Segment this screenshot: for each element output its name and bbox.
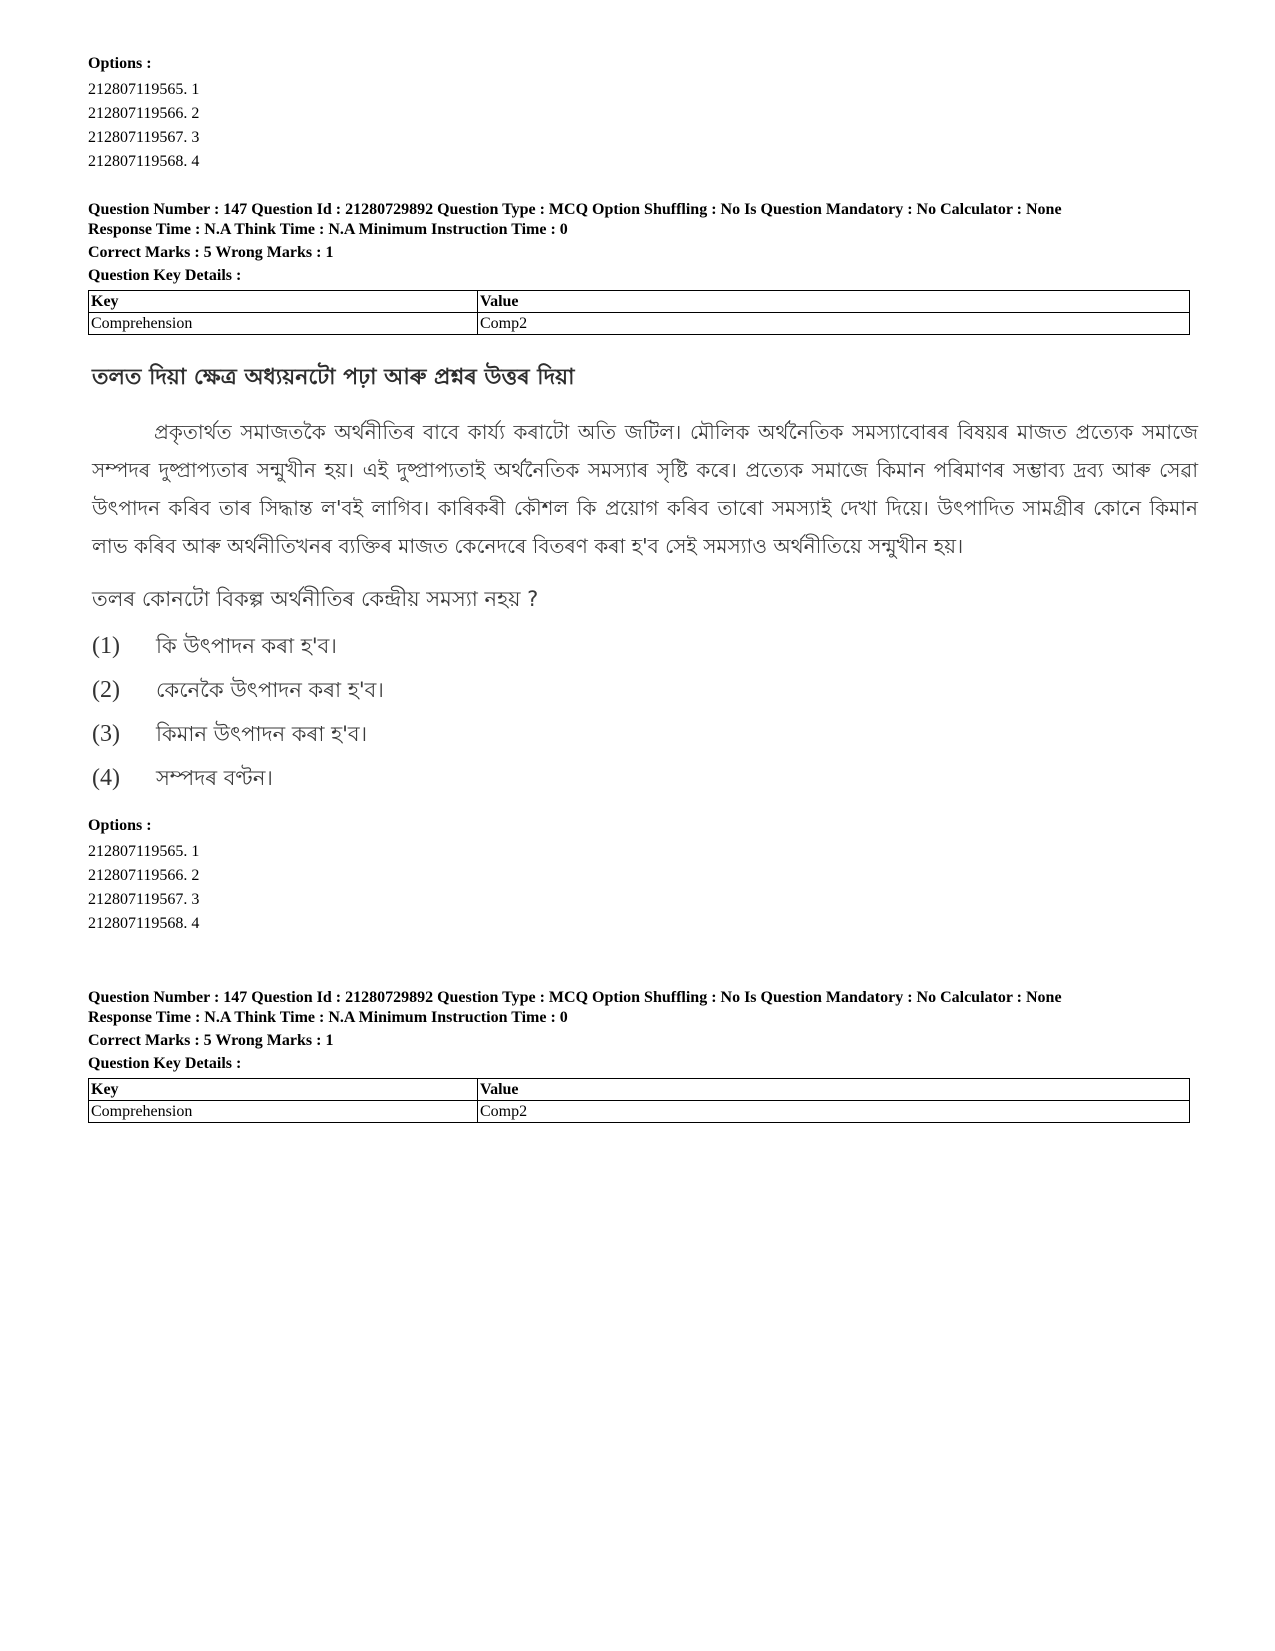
question-meta: Question Number : 147 Question Id : 21280729892 Question Type : MCQ Option Shuffling : No Is Question Mandatory : No Calculator : None (88, 989, 1062, 1006)
col-key: Key (89, 1079, 478, 1101)
answer-option-text: সম্পদৰ বণ্টন। (156, 766, 273, 790)
passage-question: তলৰ কোনটো বিকল্প অৰ্থনীতিৰ কেন্দ্ৰীয় সমস্যা নহয় ? (92, 587, 539, 611)
answer-option-number: (2) (92, 677, 120, 703)
col-key: Key (89, 291, 478, 313)
mid-options (88, 816, 1188, 936)
question-marks: Correct Marks : 5 Wrong Marks : 1 (88, 1032, 334, 1049)
question-header (88, 200, 1188, 335)
option-item: 212807119567. 3 (88, 129, 200, 146)
question-timing: Response Time : N.A Think Time : N.A Minimum Instruction Time : 0 (88, 1009, 568, 1026)
key-details-table (88, 290, 1190, 335)
table-header-row (89, 1079, 1190, 1101)
options-label: Options : (88, 55, 152, 72)
question-timing: Response Time : N.A Think Time : N.A Minimum Instruction Time : 0 (88, 221, 568, 238)
option-item: 212807119568. 4 (88, 915, 200, 932)
cell-key: Comprehension (89, 1101, 478, 1123)
key-details-table (88, 1078, 1190, 1123)
option-item: 212807119566. 2 (88, 105, 200, 122)
answer-option (92, 712, 1198, 756)
col-value: Value (478, 291, 1190, 313)
table-header-row (89, 291, 1190, 313)
cell-key: Comprehension (89, 313, 478, 335)
option-item: 212807119566. 2 (88, 867, 200, 884)
option-item: 212807119565. 1 (88, 843, 200, 860)
options-label: Options : (88, 817, 152, 834)
cell-value: Comp2 (478, 1101, 1190, 1123)
answer-option (92, 624, 1198, 668)
passage-body: প্ৰকৃতাৰ্থত সমাজতকৈ অৰ্থনীতিৰ বাবে কাৰ্য্য কৰাটো অতি জটিল। মৌলিক অৰ্থনৈতিক সমস্যাবোৰৰ বিষয়ৰ মাজত প্ৰত্যেক সমাজে সম্পদৰ দুষ্প্ৰাপ্যতাৰ সন্মুখীন হয়। এই দুষ্প্ৰাপ্যতাই অৰ্থনৈতিক সমস্যাৰ সৃষ্টি কৰে। প্ৰত্যেক সমাজে কিমান পৰিমাণৰ সম্ভাব্য দ্ৰব্য আৰু সেৱা উৎপাদন কৰিব তাৰ সিদ্ধান্ত ল'বই লাগিব। কাৰিকৰী কৌশল কি প্ৰয়োগ কৰিব তাৰো সমস্যাই দেখা দিয়ে। উৎপাদিত সামগ্ৰীৰ কোনে কিমান লাভ কৰিব আৰু অৰ্থনীতিখনৰ ব্যক্তিৰ মাজত কেনেদৰে বিতৰণ কৰা হ'ব সেই সমস্যাও অৰ্থনীতিয়ে সন্মুখীন হয়। (92, 420, 1198, 558)
cell-value: Comp2 (478, 313, 1190, 335)
question-meta: Question Number : 147 Question Id : 21280729892 Question Type : MCQ Option Shuffling : No Is Question Mandatory : No Calculator : None (88, 201, 1062, 218)
answer-option-text: কিমান উৎপাদন কৰা হ'ব। (156, 722, 368, 746)
col-value: Value (478, 1079, 1190, 1101)
key-details-label: Question Key Details : (88, 1055, 242, 1072)
answer-option (92, 668, 1198, 712)
answer-option-number: (3) (92, 721, 120, 747)
answer-option-text: কেনেকৈ উৎপাদন কৰা হ'ব। (156, 678, 384, 702)
table-row (89, 1101, 1190, 1123)
answer-option-text: কি উৎপাদন কৰা হ'ব। (156, 634, 337, 658)
passage-image (88, 360, 1198, 840)
answer-option-number: (1) (92, 633, 120, 659)
key-details-label: Question Key Details : (88, 267, 242, 284)
answer-option (92, 756, 1198, 800)
option-item: 212807119568. 4 (88, 153, 200, 170)
option-item: 212807119567. 3 (88, 891, 200, 908)
answer-option-number: (4) (92, 765, 120, 791)
question-header (88, 988, 1188, 1123)
table-row (89, 313, 1190, 335)
passage-heading: তলত দিয়া ক্ষেত্ৰ অধ্যয়নটো পঢ়া আৰু প্ৰশ্নৰ উত্তৰ দিয়া (92, 365, 575, 390)
top-options (88, 54, 1188, 174)
question-marks: Correct Marks : 5 Wrong Marks : 1 (88, 244, 334, 261)
option-item: 212807119565. 1 (88, 81, 200, 98)
